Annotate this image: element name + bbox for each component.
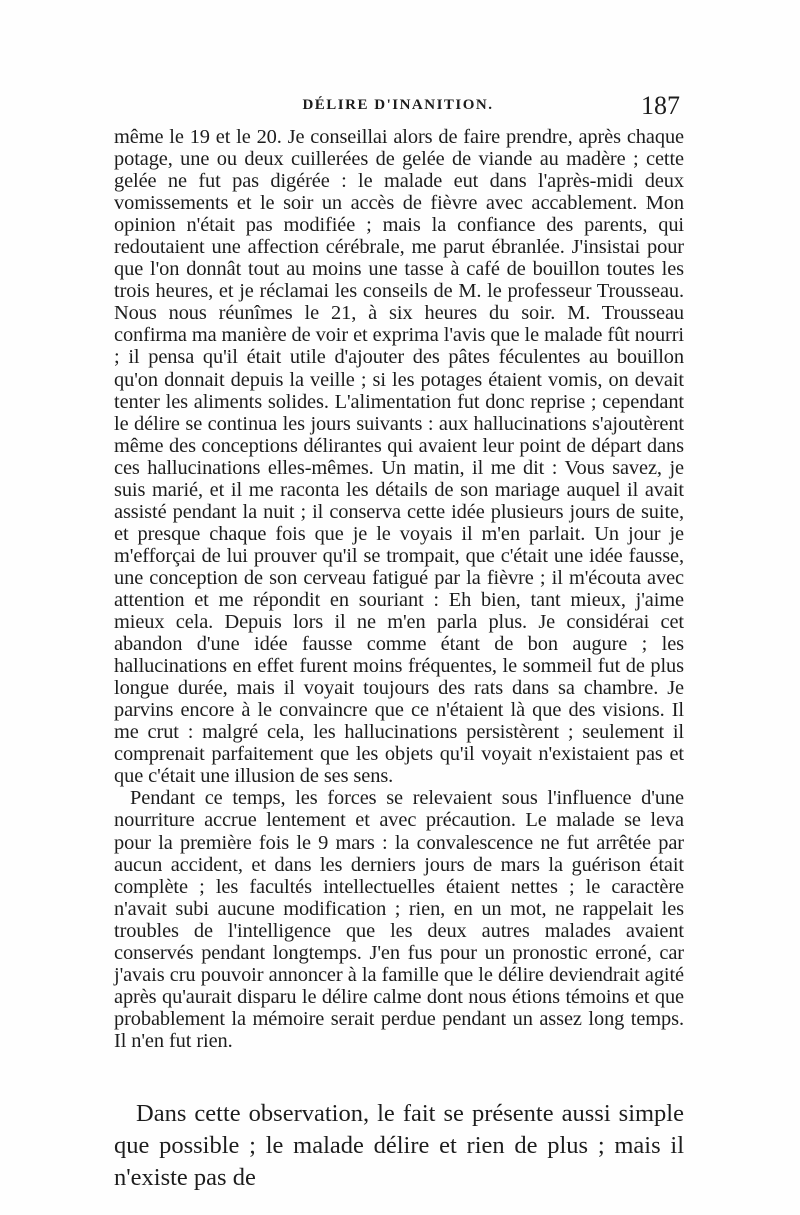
paragraph-2: Pendant ce temps, les forces se relevaient sous l'influence d'une nourriture accrue lentement et avec précaution. Le malade se leva pour la première fois le 9 mars : la convalescence ne fut arrêtée par aucun accident, et dans les derniers jours de mars la guérison était complète ; les facultés intellectuelles étaient nettes ; le caractère n'avait subi aucune modification ; rien, en un mot, ne rappelait les troubles de l'intelligence que les deux autres malades avaient conservés pendant longtemps. J'en fus pour un pronostic erroné, car j'avais cru pouvoir annoncer à la famille que le délire deviendrait agité après qu'aurait disparu le délire calme dont nous étions témoins et que probablement la mémoire serait perdue pendant un assez long temps. Il n'en fut rien. <box>114 787 684 1052</box>
page-number: 187 <box>641 91 680 120</box>
body-text <box>114 126 684 1052</box>
page-header <box>112 91 684 127</box>
large-text-block <box>114 1098 684 1194</box>
paragraph-1: même le 19 et le 20. Je conseillai alors de faire prendre, après chaque potage, une ou deux cuillerées de gelée de viande au madère ; cette gelée ne fut pas digérée : le malade eut dans l'après-midi deux vomissements et le soir un accès de fièvre avec accablement. Mon opinion n'était pas modifiée ; mais la confiance des parents, qui redoutaient une affection cérébrale, me parut ébranlée. J'insistai pour que l'on donnât tout au moins une tasse à café de bouillon toutes les trois heures, et je réclamai les conseils de M. le professeur Trousseau. Nous nous réunîmes le 21, à six heures du soir. M. Trousseau confirma ma manière de voir et exprima l'avis que le malade fût nourri ; il pensa qu'il était utile d'ajouter des pâtes féculentes au bouillon qu'on donnait depuis la veille ; si les potages étaient vomis, on devait tenter les aliments solides. L'alimentation fut donc reprise ; cependant le délire se continua les jours suivants : aux hallucinations s'ajoutèrent même des conceptions délirantes qui avaient leur point de départ dans ces hallucinations elles-mêmes. Un matin, il me dit : Vous savez, je suis marié, et il me raconta les détails de son mariage auquel il avait assisté pendant la nuit ; il conserva cette idée plusieurs jours de suite, et presque chaque fois que je le voyais il m'en parlait. Un jour je m'efforçai de lui prouver qu'il se trompait, que c'était une idée fausse, une conception de son cerveau fatigué par la fièvre ; il m'écouta avec attention et me répondit en souriant : Eh bien, tant mieux, j'aime mieux cela. Depuis lors il ne m'en parla plus. Je considérai cet abandon d'une idée fausse comme étant de bon augure ; les hallucinations en effet furent moins fréquentes, le sommeil fut de plus longue durée, mais il voyait toujours des rats dans sa chambre. Je parvins encore à le convaincre que ce n'étaient là que des visions. Il me crut : malgré cela, les hallucinations persistèrent ; seulement il comprenait parfaitement que les objets qu'il voyait n'existaient pas et que c'était une illusion de ses sens. <box>114 126 684 788</box>
running-title: DÉLIRE D'INANITION. <box>302 97 494 113</box>
paragraph-3: Dans cette observation, le fait se présente aussi simple que possible ; le malade délire et rien de plus ; mais il n'existe pas de <box>114 1100 684 1191</box>
